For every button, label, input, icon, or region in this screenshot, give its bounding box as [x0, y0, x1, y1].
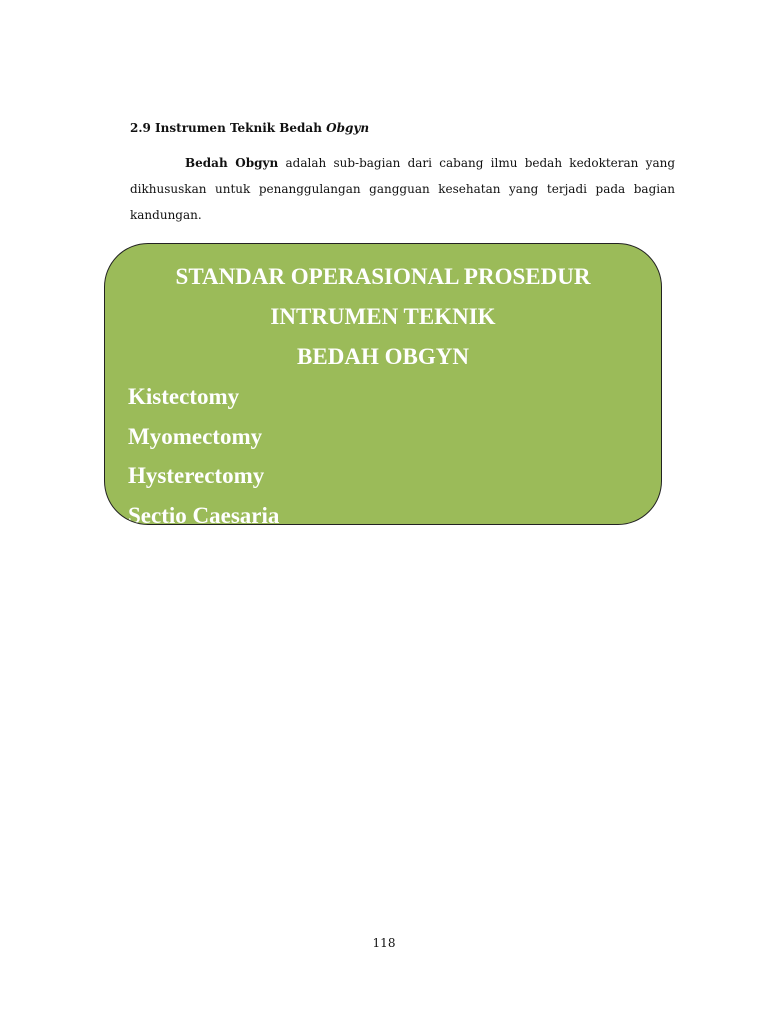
sop-title-line-2: INTRUMEN TEKNIK — [270, 304, 496, 329]
section-heading-italic: Obgyn — [326, 121, 370, 135]
sop-item-sectio-caesaria: Sectio Caesaria — [128, 502, 280, 525]
sop-title-line-3: BEDAH OBGYN — [297, 344, 469, 369]
intro-paragraph — [130, 150, 675, 228]
sop-title-line-1: STANDAR OPERASIONAL PROSEDUR — [175, 264, 591, 289]
paragraph-term: Bedah Obgyn — [185, 156, 279, 170]
paragraph-body: adalah sub-bagian dari cabang ilmu bedah kedokteran yang dikhususkan untuk penanggulangan gangguan kesehatan yang terjadi pada bagian kandungan. — [130, 156, 676, 222]
sop-title — [105, 257, 661, 377]
sop-procedure-list — [105, 377, 661, 525]
sop-item-hysterectomy: Hysterectomy — [128, 463, 265, 488]
sop-item-myomectomy: Myomectomy — [128, 423, 263, 449]
section-heading-text: 2.9 Instrumen Teknik Bedah — [130, 121, 327, 135]
page-number: 118 — [372, 936, 396, 950]
section-heading — [130, 121, 369, 135]
sop-item-kistectomy: Kistectomy — [128, 384, 240, 409]
sop-box — [104, 243, 662, 525]
